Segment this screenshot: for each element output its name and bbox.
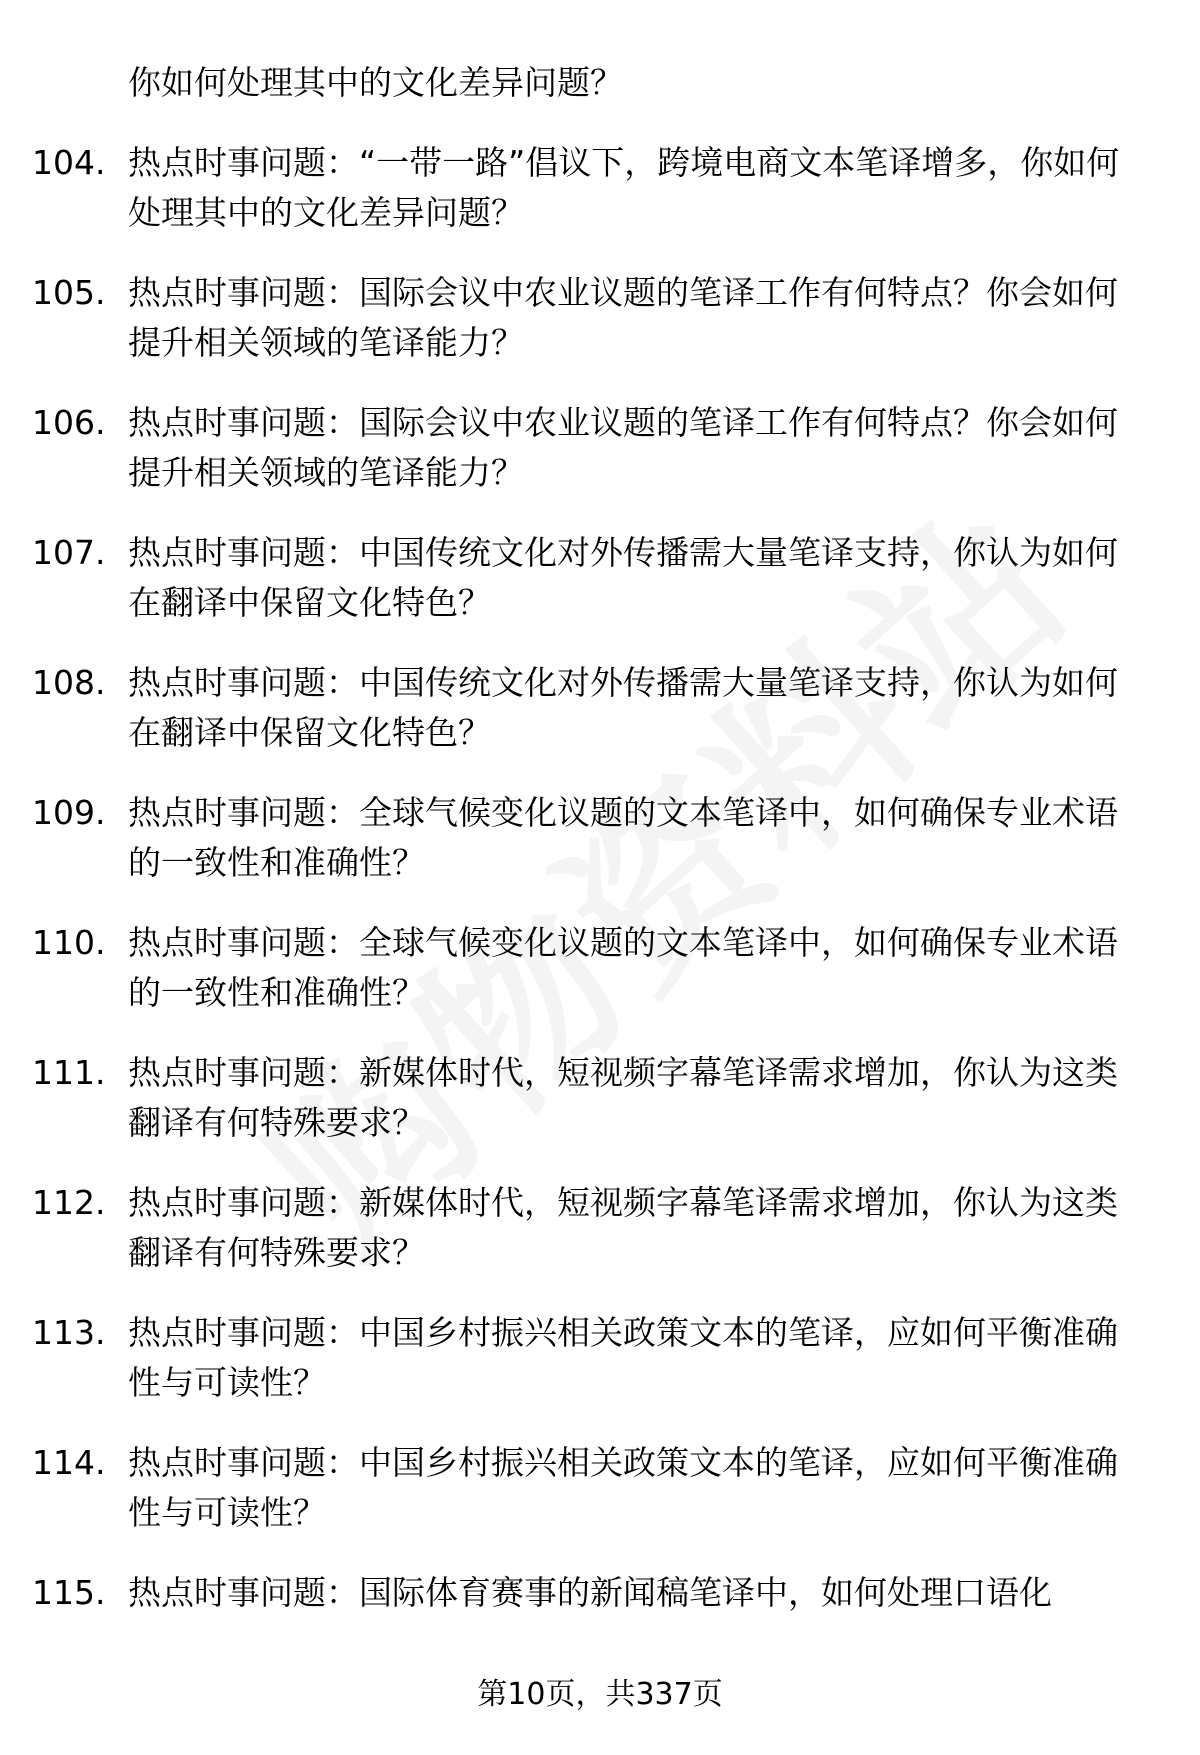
list-item [32,1178,1142,1278]
item-text: 热点时事问题：国际会议中农业议题的笔译工作有何特点？你会如何提升相关领域的笔译能力？ [128,403,1118,492]
item-text: 热点时事问题：国际会议中农业议题的笔译工作有何特点？你会如何提升相关领域的笔译能力？ [128,273,1118,362]
list-item [32,268,1142,368]
item-text: 热点时事问题：中国传统文化对外传播需大量笔译支持，你认为如何在翻译中保留文化特色？ [128,533,1118,622]
item-text: 热点时事问题：全球气候变化议题的文本笔译中，如何确保专业术语的一致性和准确性？ [128,793,1118,882]
item-text: 热点时事问题：新媒体时代，短视频字幕笔译需求增加，你认为这类翻译有何特殊要求？ [128,1183,1118,1272]
list-item [32,658,1142,758]
item-number: 109. [32,793,106,832]
item-number: 113. [32,1313,106,1352]
list-item [32,1438,1142,1538]
item-text: 热点时事问题：中国传统文化对外传播需大量笔译支持，你认为如何在翻译中保留文化特色？ [128,663,1118,752]
list-item [32,1048,1142,1148]
item-number: 108. [32,663,106,702]
item-text: 热点时事问题：中国乡村振兴相关政策文本的笔译，应如何平衡准确性与可读性？ [128,1443,1118,1532]
item-text: 热点时事问题：全球气候变化议题的文本笔译中，如何确保专业术语的一致性和准确性？ [128,923,1118,1012]
item-number: 110. [32,923,106,962]
list-item [32,1568,1142,1618]
item-text: 热点时事问题：国际体育赛事的新闻稿笔译中，如何处理口语化 [128,1573,1052,1612]
item-number: 111. [32,1053,106,1092]
list-item [32,398,1142,498]
item-number: 104. [32,143,106,182]
item-text: 热点时事问题：新媒体时代，短视频字幕笔译需求增加，你认为这类翻译有何特殊要求？ [128,1053,1118,1142]
item-text: 热点时事问题：“一带一路”倡议下，跨境电商文本笔译增多，你如何处理其中的文化差异问题？ [128,143,1120,232]
item-number: 114. [32,1443,106,1482]
item-number: 106. [32,403,106,442]
question-list [32,58,1142,1648]
item-text: 热点时事问题：中国乡村振兴相关政策文本的笔译，应如何平衡准确性与可读性？ [128,1313,1118,1402]
item-number: 115. [32,1573,106,1612]
list-item [32,138,1142,238]
continued-text: 你如何处理其中的文化差异问题？ [128,63,623,102]
item-number: 112. [32,1183,106,1222]
page-footer: 第10页，共337页 [477,1677,723,1712]
item-number: 107. [32,533,106,572]
list-item [32,528,1142,628]
item-number: 105. [32,273,106,312]
list-item [32,1308,1142,1408]
list-item [32,918,1142,1018]
list-item [32,788,1142,888]
